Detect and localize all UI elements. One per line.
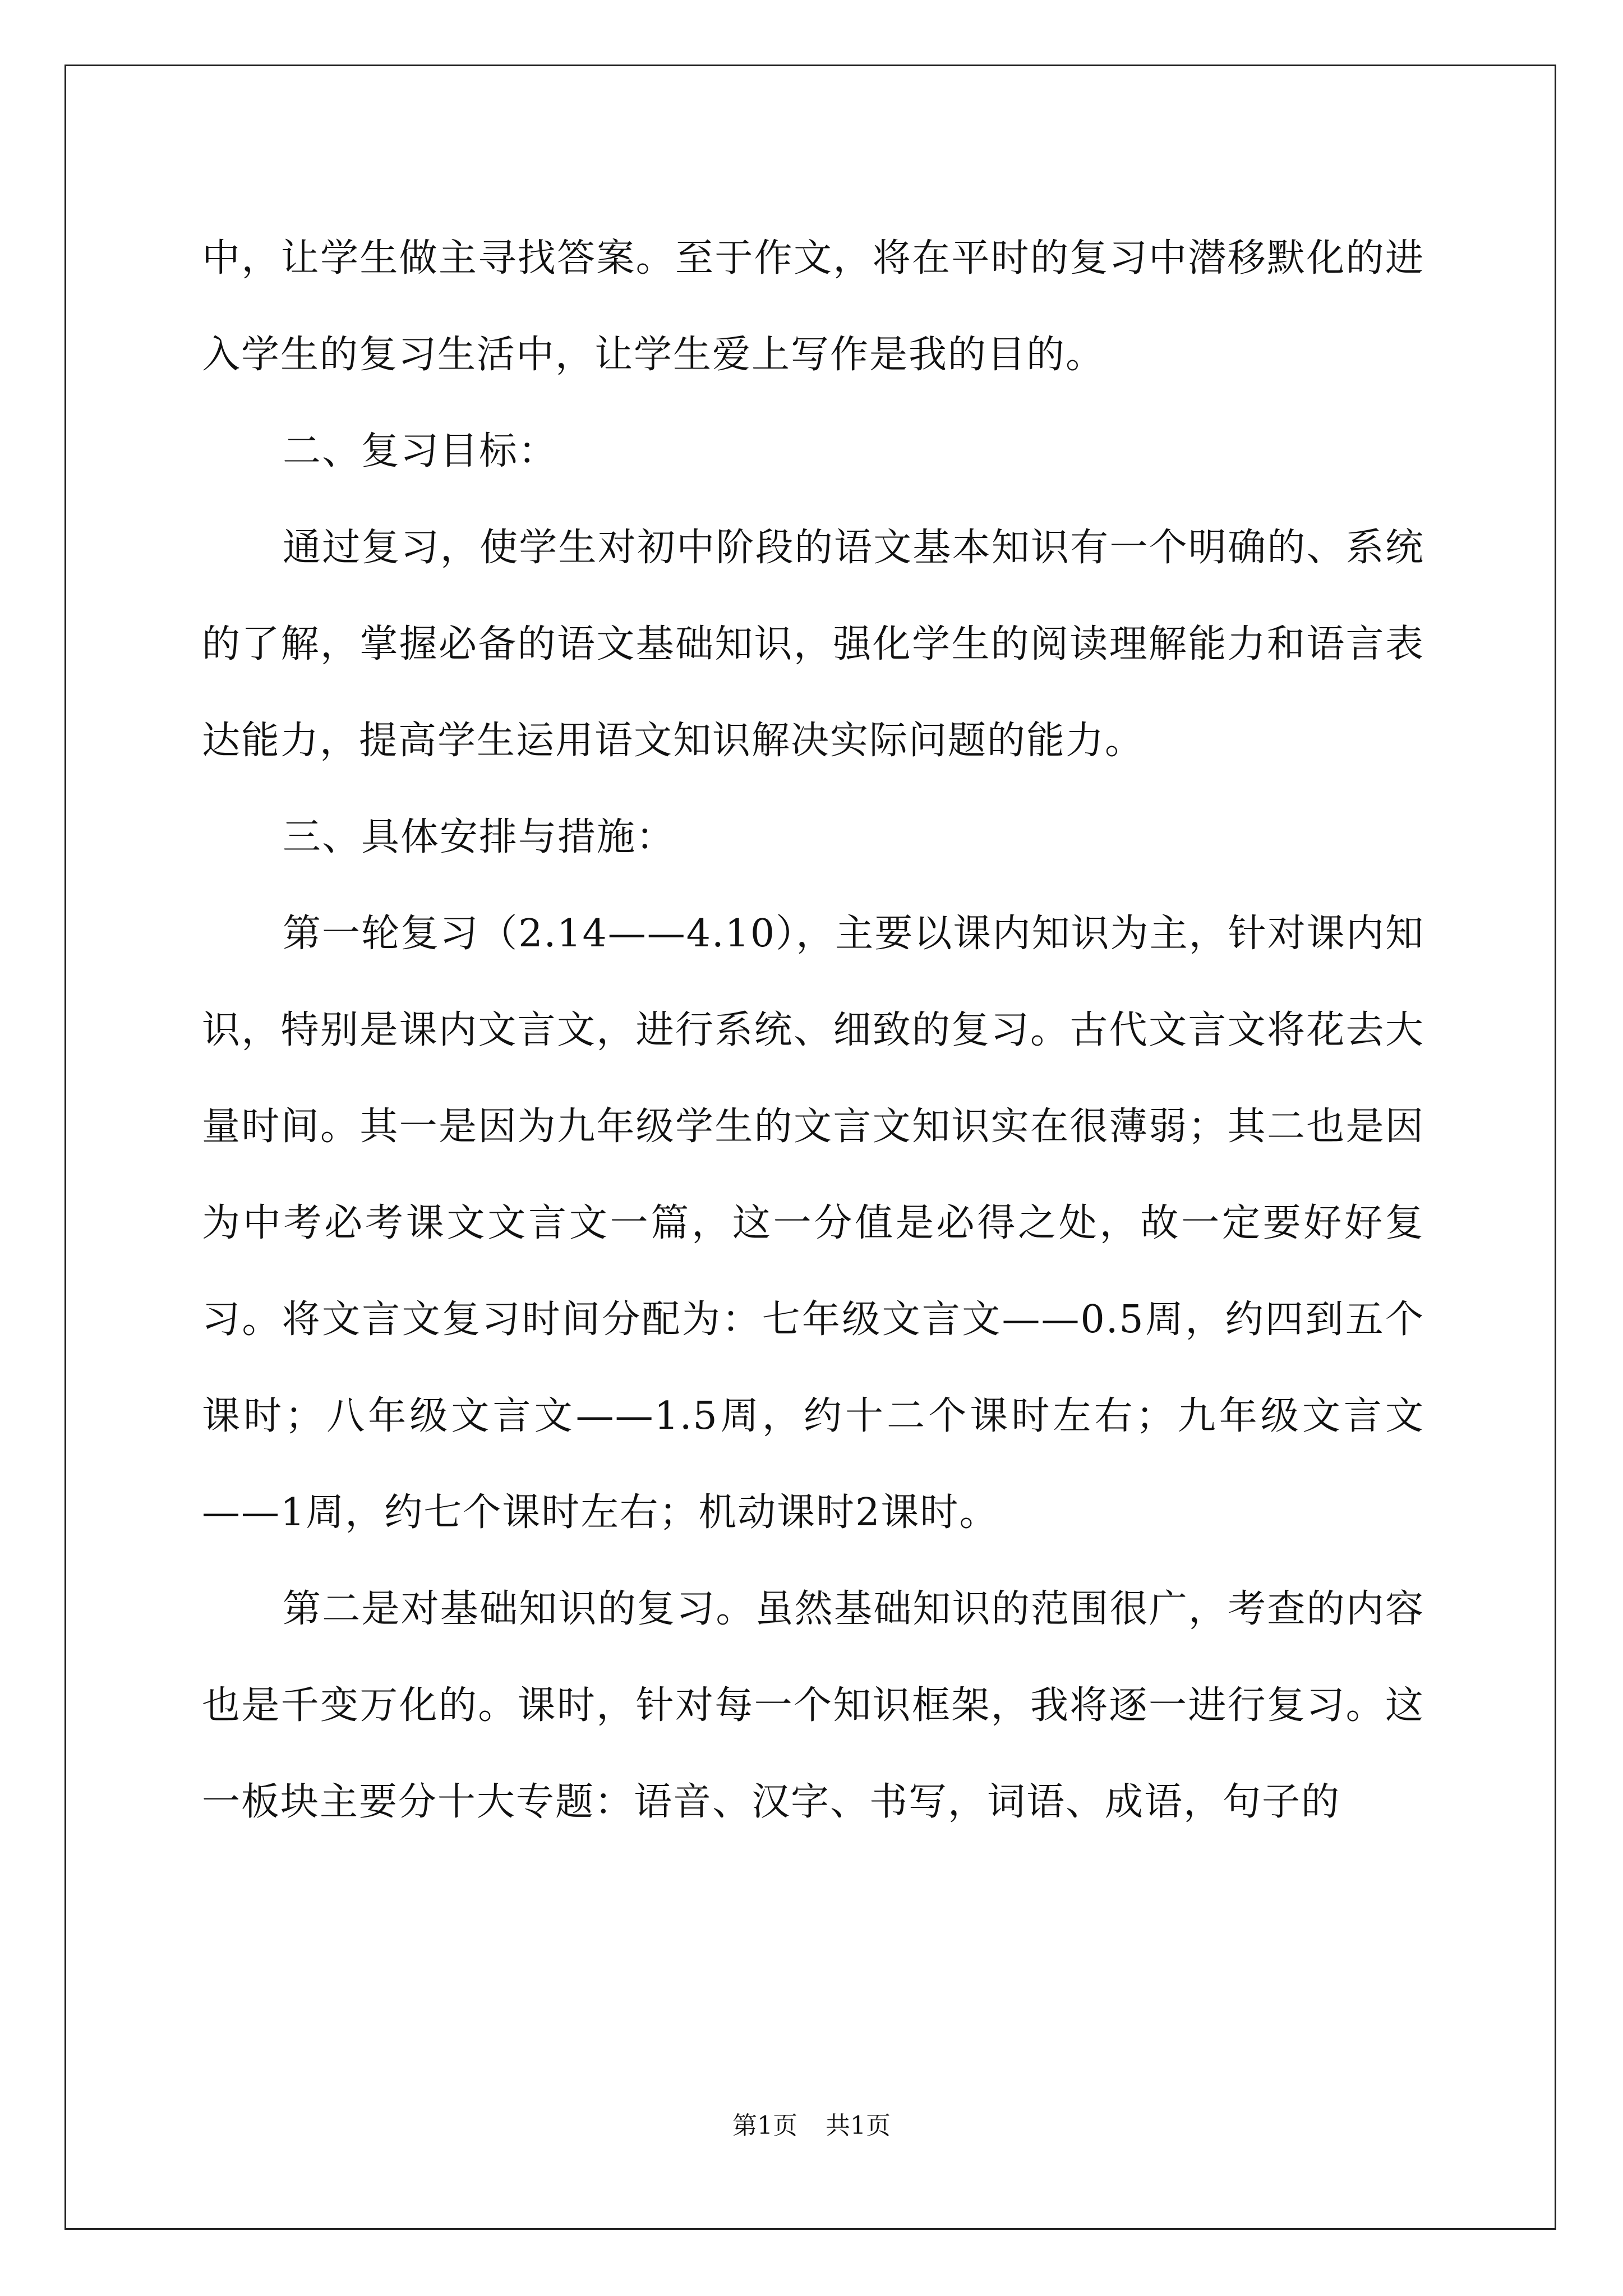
page-number: 第1页: [732, 2111, 797, 2140]
section-heading: 二、复习目标：: [283, 429, 558, 473]
paragraph: 第一轮复习（2.14——4.10），主要以课内知识为主，针对课内知识，特别是课内文言文，进行系统、细致的复习。古代文言文将花去大量时间。其一是因为九年级学生的文言文知识实在很薄弱；其二也是因为中考必考课文文言文一篇，这一分值是必得之处，故一定要好好复习。将文言文复习时间分配为：七年级文言文——0.5周，约四到五个课时；八年级文言文——1.5周，约十二个课时左右；九年级文言文——1周，约七个课时左右；机动课时2课时。: [202, 912, 1424, 1535]
paragraph: 通过复习，使学生对初中阶段的语文基本知识有一个明确的、系统的了解，掌握必备的语文基础知识，强化学生的阅读理解能力和语言表达能力，提高学生运用语文知识解决实际问题的能力。: [202, 526, 1424, 763]
paragraph: 中，让学生做主寻找答案。至于作文，将在平时的复习中潜移默化的进入学生的复习生活中，让学生爱上写作是我的目的。: [202, 236, 1424, 377]
document-body: [202, 210, 1424, 1851]
page-footer: [0, 2109, 1623, 2143]
page-total: 共1页: [826, 2111, 891, 2140]
paragraph: 第二是对基础知识的复习。虽然基础知识的范围很广，考查的内容也是千变万化的。课时，针对每一个知识框架，我将逐一进行复习。这一板块主要分十大专题：语音、汉字、书写，词语、成语，句子的: [202, 1587, 1424, 1824]
section-heading: 三、具体安排与措施：: [283, 815, 676, 859]
